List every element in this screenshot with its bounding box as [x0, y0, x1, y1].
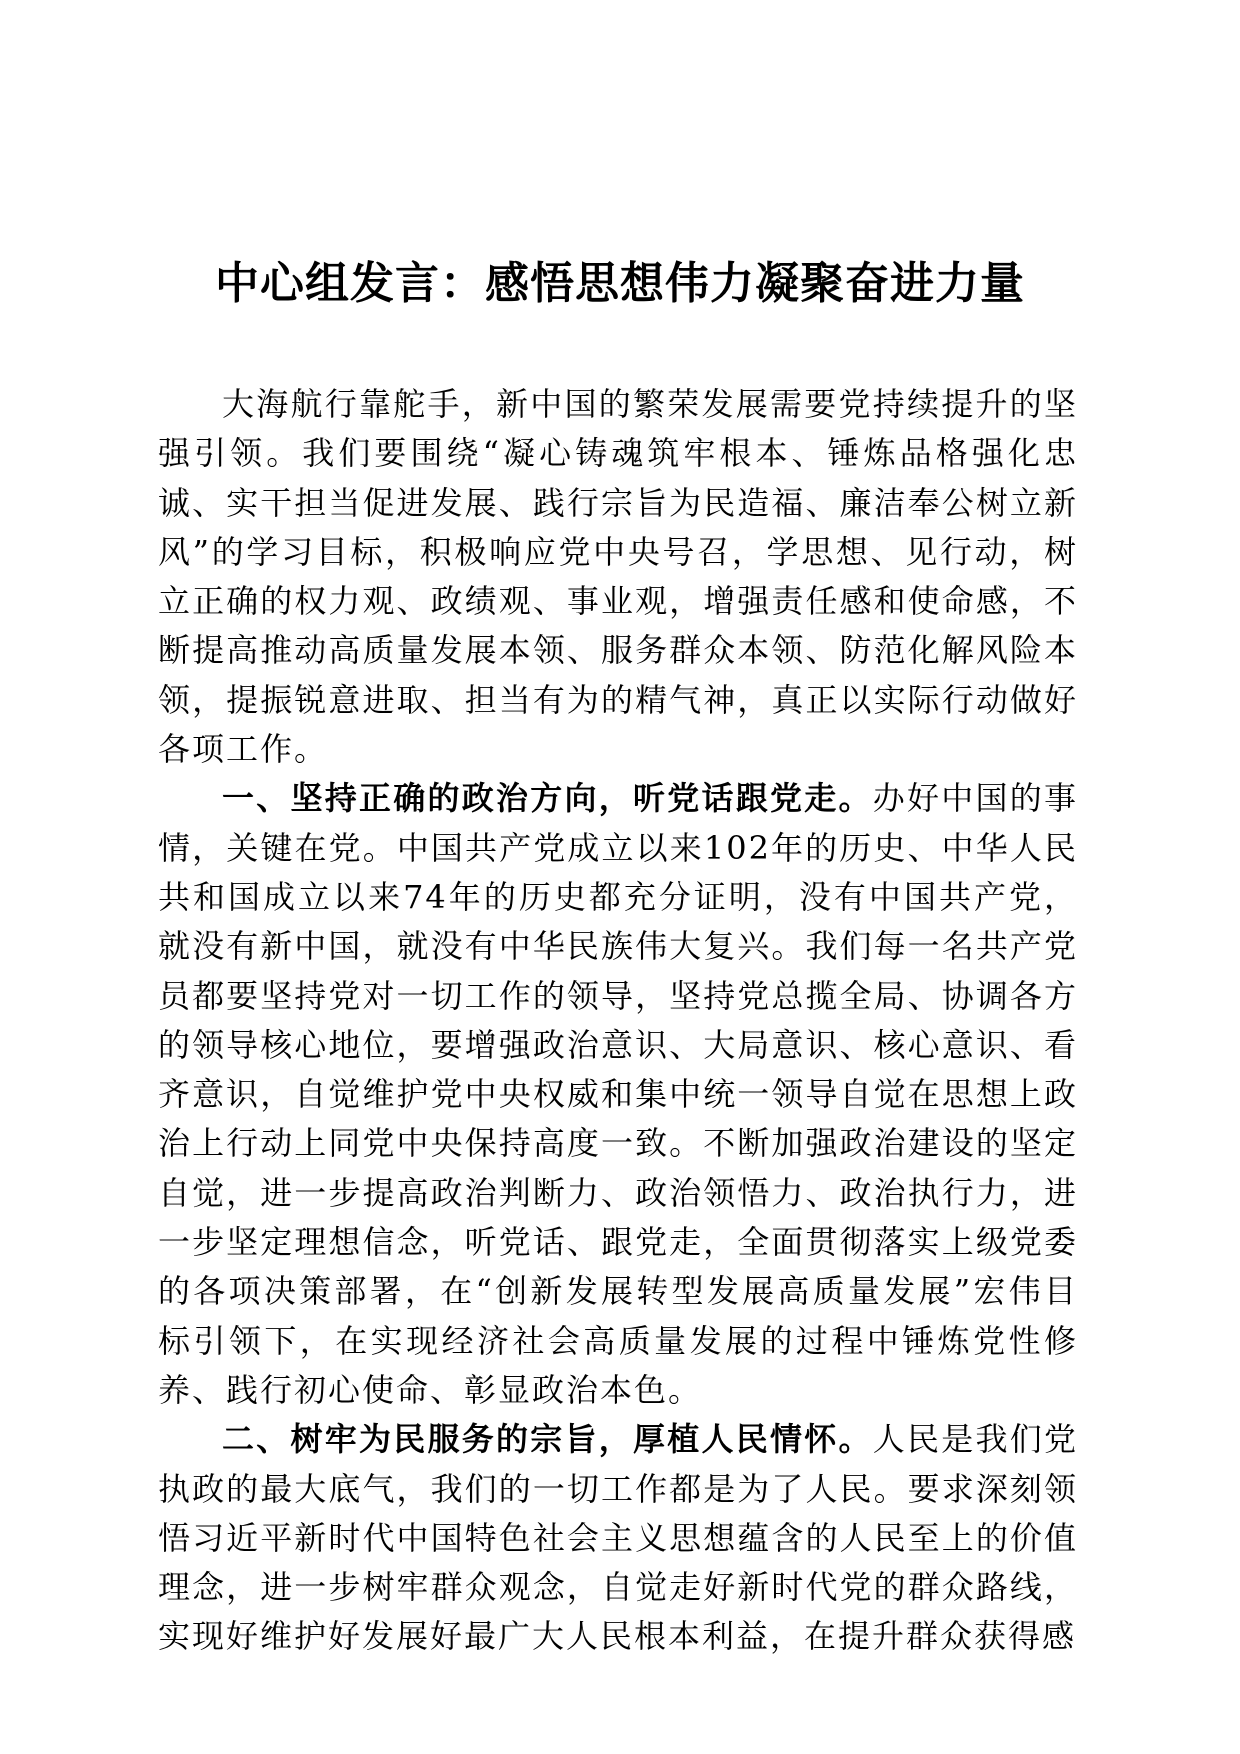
intro-paragraph [158, 380, 1078, 774]
paragraph-text: 人民是我们党执政的最大底气，我们的一切工作都是为了人民。要求深刻领悟习近平新时代中国特色社会主义思想蕴含的人民至上的价值理念，进一步树牢群众观念，自觉走好新时代党的群众路线，实现好维护好发展好最广大人民根本利益，在提升群众获得感 [158, 1420, 1078, 1656]
paragraph-text: 大海航行靠舵手，新中国的繁荣发展需要党持续提升的坚强引领。我们要围绕“凝心铸魂筑牢根本、锤炼品格强化忠诚、实干担当促进发展、践行宗旨为民造福、廉洁奉公树立新风”的学习目标，积极响应党中央号召，学思想、见行动，树立正确的权力观、政绩观、事业观，增强责任感和使命感，不断提高推动高质量发展本领、服务群众本领、防范化解风险本领，提振锐意进取、担当有为的精气神，真正以实际行动做好各项工作。 [158, 385, 1078, 769]
section-1-paragraph [158, 774, 1078, 1415]
document-title: 中心组发言：感悟思想伟力凝聚奋进力量 [215, 258, 1025, 309]
section-heading: 二、树牢为民服务的宗旨，厚植人民情怀。 [222, 1420, 873, 1459]
section-2-paragraph [158, 1415, 1078, 1661]
paragraph-text: 办好中国的事情，关键在党。中国共产党成立以来102年的历史、中华人民共和国成立以来74年的历史都充分证明，没有中国共产党，就没有新中国，就没有中华民族伟大复兴。我们每一名共产党员都要坚持党对一切工作的领导，坚持党总揽全局、协调各方的领导核心地位，要增强政治意识、大局意识、核心意识、看齐意识，自觉维护党中央权威和集中统一领导自觉在思想上政治上行动上同党中央保持高度一致。不断加强政治建设的坚定自觉，进一步提高政治判断力、政治领悟力、政治执行力，进一步坚定理想信念，听党话、跟党走，全面贯彻落实上级党委的各项决策部署，在“创新发展转型发展高质量发展”宏伟目标引领下，在实现经济社会高质量发展的过程中锤炼党性修养、践行初心使命、彰显政治本色。 [158, 779, 1078, 1409]
document-body [158, 380, 1078, 1662]
section-heading: 一、坚持正确的政治方向，听党话跟党走。 [222, 779, 873, 818]
